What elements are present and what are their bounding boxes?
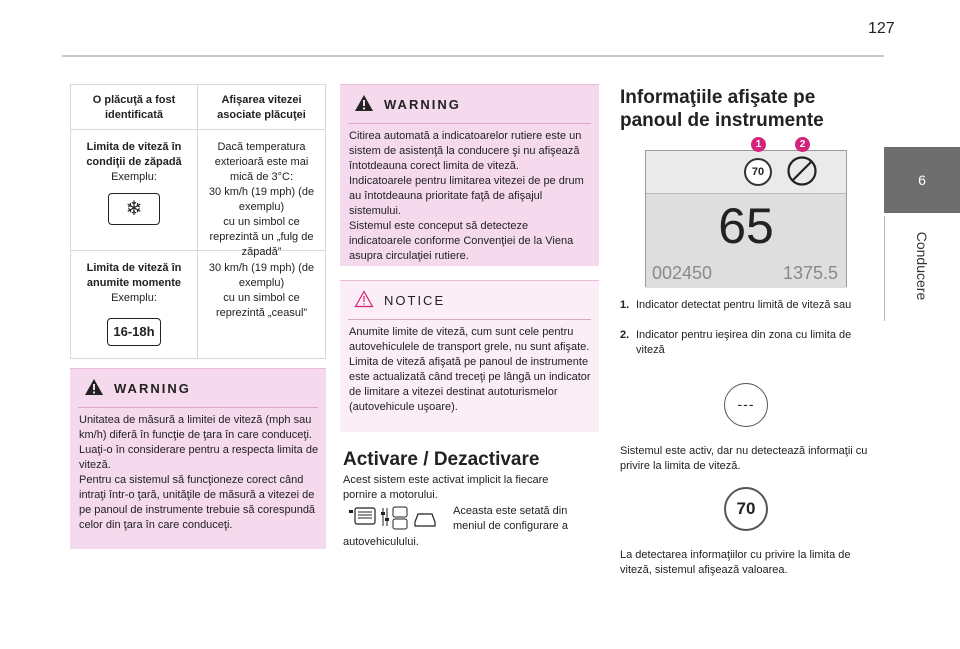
settings-icons — [345, 504, 445, 534]
detect-text: La detectarea informaţiilor cu privire la limita de viteză, sistemul afişează valoarea. — [620, 549, 851, 576]
warning-title: WARNING — [384, 97, 461, 112]
list-item: Indicator pentru ieşirea din zona cu limita de viteză — [636, 329, 852, 356]
sign-table — [70, 84, 326, 359]
instrument-panel — [645, 150, 847, 287]
notice-text: Anumite limite de viteză, cum sunt cele pentru autovehiculele de transport grele, nu sunt afişate. Limita de viteză afişată pe panoul de instrumente este actualizată când treceţi pe lângă un indicator de limitare a vitezei destinat autoturismelor (autovehicule uşoare). — [349, 326, 591, 413]
warning-text: Unitatea de măsură a limitei de viteză (mph sau km/h) diferă în funcţie de ţara în care conduceţi. Luaţi-o în considerare pentru a respecta limita de viteză. Pentru ca sistemul să funcţioneze corect când intraţi într-o ţară, unităţile de măsură a vitezei de pe panoul de instrumente trebuie să corespundă celor din ţara în care conduceţi. — [79, 414, 319, 531]
time-sign-icon: 16-18h — [107, 318, 161, 346]
activation-heading: Activare / Dezactivare — [343, 449, 540, 470]
chapter-number: 6 — [918, 172, 926, 188]
current-speed: 65 — [718, 198, 774, 254]
warning-title: WARNING — [114, 381, 191, 396]
row-title: Limita de viteză în anumite momente — [86, 262, 182, 289]
list-number: 1. — [620, 299, 630, 311]
speed-limit-70-icon: 70 — [724, 487, 768, 531]
table-header-1: O plăcuţă a fost identificată — [71, 85, 198, 129]
end-of-limit-icon — [786, 155, 818, 187]
warning-icon — [84, 378, 104, 396]
page-number: 127 — [868, 20, 895, 37]
info-heading-line2: panoul de instrumente — [620, 110, 824, 131]
menu-path-icon — [345, 504, 445, 534]
header-divider — [62, 55, 884, 57]
no-limit-detected-icon: --- — [724, 383, 768, 427]
table-header-row — [71, 85, 325, 130]
table-row — [71, 251, 325, 359]
settings-text: Aceasta este setată din meniul de configurare a — [453, 505, 568, 532]
info-heading-line1: Informaţiile afişate pe — [620, 87, 816, 108]
table-header-2: Afişarea vitezei asociate plăcuţei — [217, 94, 306, 121]
odometer: 002450 — [652, 263, 713, 283]
no-detect-text: Sistemul este activ, dar nu detectează informaţii cu privire la limita de viteză. — [620, 445, 868, 472]
list-item: Indicator detectat pentru limită de viteză sau — [636, 299, 852, 311]
chapter-label: Conducere — [914, 231, 930, 301]
marker-2: 2 — [795, 137, 810, 152]
speed-limit-70-icon: 70 — [744, 158, 772, 186]
trip-meter: 1375.5 — [782, 263, 838, 283]
row-example: Exemplu: — [111, 171, 157, 183]
snowflake-sign-icon: ❄ — [108, 193, 160, 225]
activation-intro: Acest sistem este activat implicit la fiecare pornire a motorului. — [343, 474, 549, 501]
notice-title: NOTICE — [384, 293, 446, 308]
row-description: Dacă temperatura exterioară este mai mică de 3°C: 30 km/h (19 mph) (de exemplu) cu un simbol ce reprezintă un „fulg de zăpadă” — [208, 141, 315, 258]
settings-text-end: autovehiculului. — [343, 536, 419, 548]
notice-box — [340, 280, 599, 432]
warning-box — [70, 368, 326, 549]
row-description: 30 km/h (19 mph) (de exemplu) cu un simbol ce reprezintă „ceasul” — [208, 262, 315, 319]
table-row — [71, 130, 325, 258]
warning-icon — [354, 94, 374, 112]
row-title: Limita de viteză în condiţii de zăpadă — [86, 141, 182, 168]
warning-text: Citirea automată a indicatoarelor rutiere este un sistem de asistenţă la conducere şi nu afişează întotdeauna corect limita de viteză. Indicatoarele pentru limitarea vitezei de pe drum au întotdeauna prioritate faţă de afişajul sistemului. Sistemul este conceput să detecteze indicatoarele conforme Convenţiei de la Viena asupra circulaţiei rutiere. — [349, 130, 584, 262]
chapter-tab[interactable] — [884, 147, 960, 213]
warning-box — [340, 84, 599, 266]
row-example: Exemplu: — [111, 292, 157, 304]
marker-1: 1 — [751, 137, 766, 152]
notice-icon — [354, 290, 374, 308]
list-number: 2. — [620, 329, 630, 341]
